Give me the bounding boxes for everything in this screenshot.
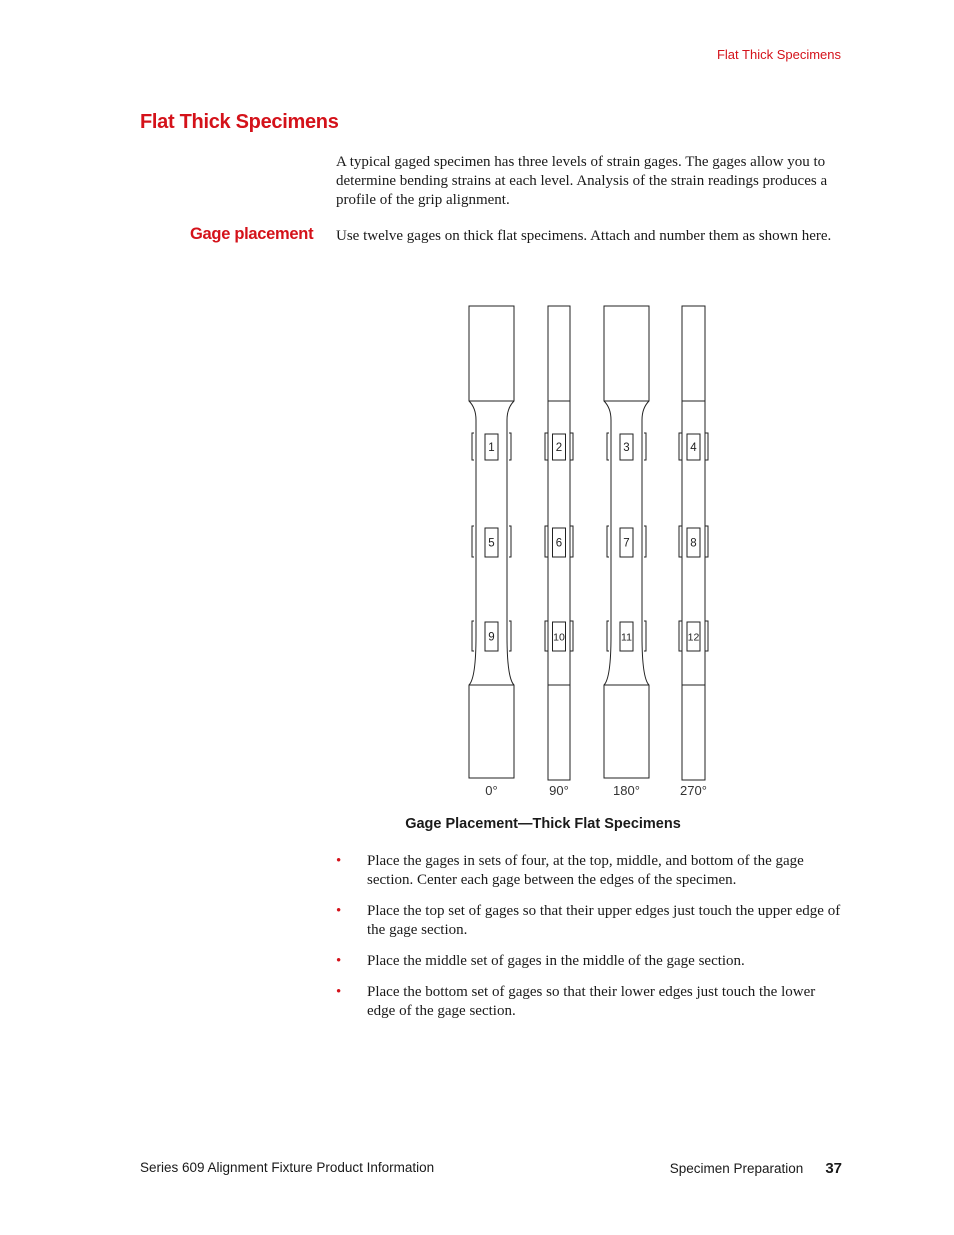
bullet-icon: • xyxy=(336,984,342,1000)
list-item xyxy=(336,902,846,940)
list-item-text: Place the middle set of gages in the middle of the gage section. xyxy=(367,953,745,969)
view-angle-label: 270° xyxy=(680,783,707,798)
bullet-icon: • xyxy=(336,903,342,919)
gage-number: 11 xyxy=(621,631,632,644)
gage-number: 5 xyxy=(488,537,495,550)
list-item xyxy=(336,983,846,1021)
gage-number: 1 xyxy=(488,442,495,454)
gage-number: 10 xyxy=(553,631,565,644)
gage-number: 7 xyxy=(623,537,630,550)
gage-number: 9 xyxy=(488,631,495,644)
gage-placement-heading: Gage placement xyxy=(190,225,314,243)
gage-placement-figure xyxy=(440,300,740,810)
figure-caption: Gage Placement—Thick Flat Specimens xyxy=(405,816,681,832)
specimen-diagram xyxy=(440,300,740,810)
list-item-text: Place the top set of gages so that their upper edges just touch the upper edge of the gage section. xyxy=(367,903,841,938)
gage-number: 3 xyxy=(623,442,630,454)
view-angle-label: 90° xyxy=(549,783,569,798)
list-item xyxy=(336,952,846,971)
bullet-icon: • xyxy=(336,953,342,969)
view-angle-label: 180° xyxy=(613,783,640,798)
section-title: Flat Thick Specimens xyxy=(140,111,339,133)
footer-section: Specimen Preparation xyxy=(669,1161,804,1176)
bullet-icon: • xyxy=(336,853,342,869)
intro-paragraph: A typical gaged specimen has three levels of strain gages. The gages allow you to determine bending strains at each level. Analysis of the strain readings produces a profile of the grip alignment. xyxy=(336,154,828,208)
gage-number: 2 xyxy=(555,442,563,454)
view-angle-label: 0° xyxy=(485,783,498,798)
gage-placement-paragraph: Use twelve gages on thick flat specimens. Attach and number them as shown here. xyxy=(336,228,832,244)
gage-number: 4 xyxy=(690,442,697,454)
gage-number: 6 xyxy=(555,537,563,550)
footer-right xyxy=(670,1160,842,1177)
gage-number: 12 xyxy=(687,631,700,644)
gage-number: 8 xyxy=(690,537,697,550)
list-item-text: Place the bottom set of gages so that their lower edges just touch the lower edge of the gage section. xyxy=(367,984,816,1019)
list-item xyxy=(336,852,846,890)
running-head: Flat Thick Specimens xyxy=(716,47,841,62)
instruction-list xyxy=(336,852,846,1033)
list-item-text: Place the gages in sets of four, at the top, middle, and bottom of the gage section. Center each gage between the edges of the specimen. xyxy=(367,853,804,888)
footer-title: Series 609 Alignment Fixture Product Information xyxy=(140,1160,435,1175)
page-number: 37 xyxy=(825,1160,842,1177)
